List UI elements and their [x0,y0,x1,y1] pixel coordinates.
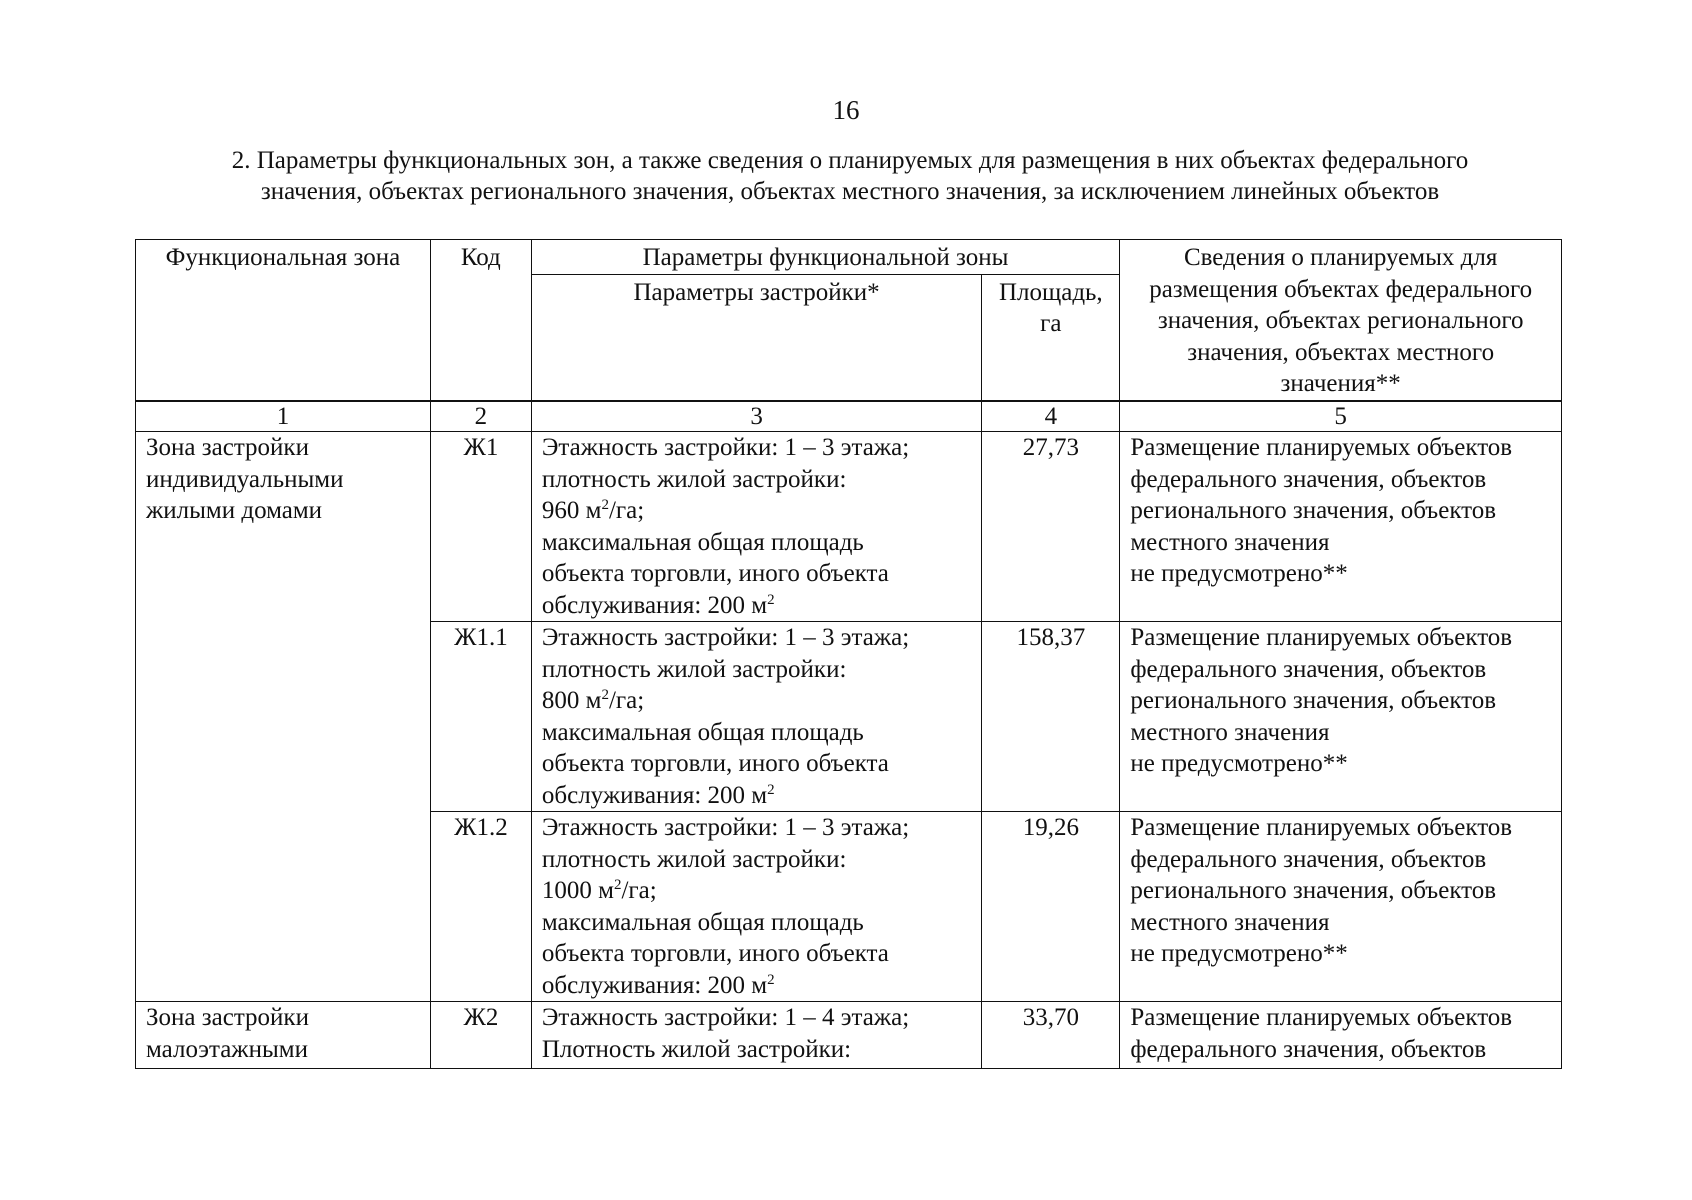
density-value [542,875,972,907]
zone-code: Ж1 [430,432,531,622]
density-number: 960 м [541,497,602,524]
planned-objects-line: Размещение планируемых объектов [1130,434,1513,461]
planned-objects-line: не предусмотрено** [1130,560,1348,587]
density-label: плотность жилой застройки: [541,845,847,873]
header-code: Код [430,240,531,401]
max-area-number: обслуживания: 200 м [541,971,768,999]
zone-code: Ж1.1 [430,622,531,812]
density-value [542,685,972,717]
zone-code: Ж2 [430,1002,531,1069]
max-area-number: обслуживания: 200 м [541,781,768,809]
planned-objects-line: федерального значения, объектов [1130,655,1487,683]
superscript: 2 [613,877,622,893]
planned-objects-line: местного значения [1130,528,1330,556]
header-params-group: Параметры функциональной зоны [531,240,1120,275]
density-number: 800 м [541,687,602,714]
density-label: Плотность жилой застройки: [541,1035,852,1063]
column-number: 1 [136,402,431,432]
table-header [135,239,1562,401]
max-area-label: максимальная общая площадь [541,718,864,746]
planned-objects-line: федерального значения, объектов [1130,1035,1487,1063]
build-params-cell [531,622,982,812]
max-area-number: обслуживания: 200 м [541,591,768,619]
superscript: 2 [601,687,609,703]
floors-text: Этажность застройки: 1 – 4 этажа; [541,1004,910,1031]
column-number: 5 [1120,402,1562,432]
planned-objects-line: Размещение планируемых объектов [1130,624,1513,651]
table-row [136,1002,1562,1069]
max-area-value [542,590,972,622]
zone-name-line: малоэтажными [146,1035,308,1063]
floors-text: Этажность застройки: 1 – 3 этажа; [541,624,910,651]
zones-table [135,401,1562,1069]
zone-name-line: Зона застройки [146,1004,309,1031]
header-zone: Функциональная зона [136,240,431,401]
density-unit: /га; [621,877,657,904]
max-area-value [542,970,972,1002]
column-number: 4 [982,402,1120,432]
planned-objects-cell [1120,812,1562,1002]
superscript: 2 [601,497,609,513]
zone-area: 33,70 [982,1002,1120,1069]
zone-area: 27,73 [982,432,1120,622]
planned-objects-line: регионального значения, объектов [1130,687,1497,714]
column-number-row [136,402,1562,432]
planned-objects-line: регионального значения, объектов [1130,877,1497,904]
column-number: 3 [531,402,982,432]
zone-name: Зона застройки индивидуальными жилыми домами [146,434,344,524]
planned-objects-cell [1120,622,1562,812]
planned-objects-line: федерального значения, объектов [1130,465,1487,493]
build-params-cell [531,432,982,622]
density-unit: /га; [608,497,645,524]
header-build-params: Параметры застройки* [531,274,982,400]
max-area-object: объекта торговли, иного объекта [541,750,889,777]
zone-area: 19,26 [982,812,1120,1002]
zone-code: Ж1.2 [430,812,531,1002]
planned-objects-line: местного значения [1130,718,1330,746]
superscript: 2 [767,591,775,608]
planned-objects-cell [1120,432,1562,622]
build-params-cell [531,812,982,1002]
superscript: 2 [767,781,775,798]
max-area-label: максимальная общая площадь [541,908,864,936]
planned-objects-line: не предусмотрено** [1130,750,1348,777]
header-info: Сведения о планируемых для размещения объектах федерального значения, объектах регионального значения, объектах местного значения** [1120,240,1562,401]
max-area-object: объекта торговли, иного объекта [541,940,889,967]
planned-objects-line: Размещение планируемых объектов [1130,814,1513,841]
max-area-label: максимальная общая площадь [541,528,864,556]
density-unit: /га; [608,687,645,714]
zone-name-cell [136,1002,431,1069]
header-area: Площадь, га [982,274,1120,400]
superscript: 2 [767,971,775,988]
floors-text: Этажность застройки: 1 – 3 этажа; [541,814,910,841]
planned-objects-line: не предусмотрено** [1130,940,1348,967]
density-value [542,495,972,527]
build-params-cell [531,1002,982,1069]
page-number: 16 [832,95,860,125]
planned-objects-cell [1120,1002,1562,1069]
heading-line-1: 2. Параметры функциональных зон, а также сведения о планируемых для размещения в них объектах федерального [231,147,1469,174]
zone-area: 158,37 [982,622,1120,812]
max-area-object: объекта торговли, иного объекта [541,560,889,587]
planned-objects-line: Размещение планируемых объектов [1130,1004,1513,1031]
planned-objects-line: федерального значения, объектов [1130,845,1487,873]
table-row [136,432,1562,622]
planned-objects-line: местного значения [1130,908,1330,936]
max-area-value [542,780,972,812]
planned-objects-line: регионального значения, объектов [1130,497,1497,524]
document-heading [170,145,1530,207]
zone-name-cell [136,432,431,1002]
density-number: 1000 м [541,877,614,904]
floors-text: Этажность застройки: 1 – 3 этажа; [541,434,910,461]
column-number: 2 [430,402,531,432]
heading-line-2: значения, объектах регионального значения, объектах местного значения, за исключением линейных объектов [260,178,1440,205]
density-label: плотность жилой застройки: [541,465,847,493]
density-label: плотность жилой застройки: [541,655,847,683]
